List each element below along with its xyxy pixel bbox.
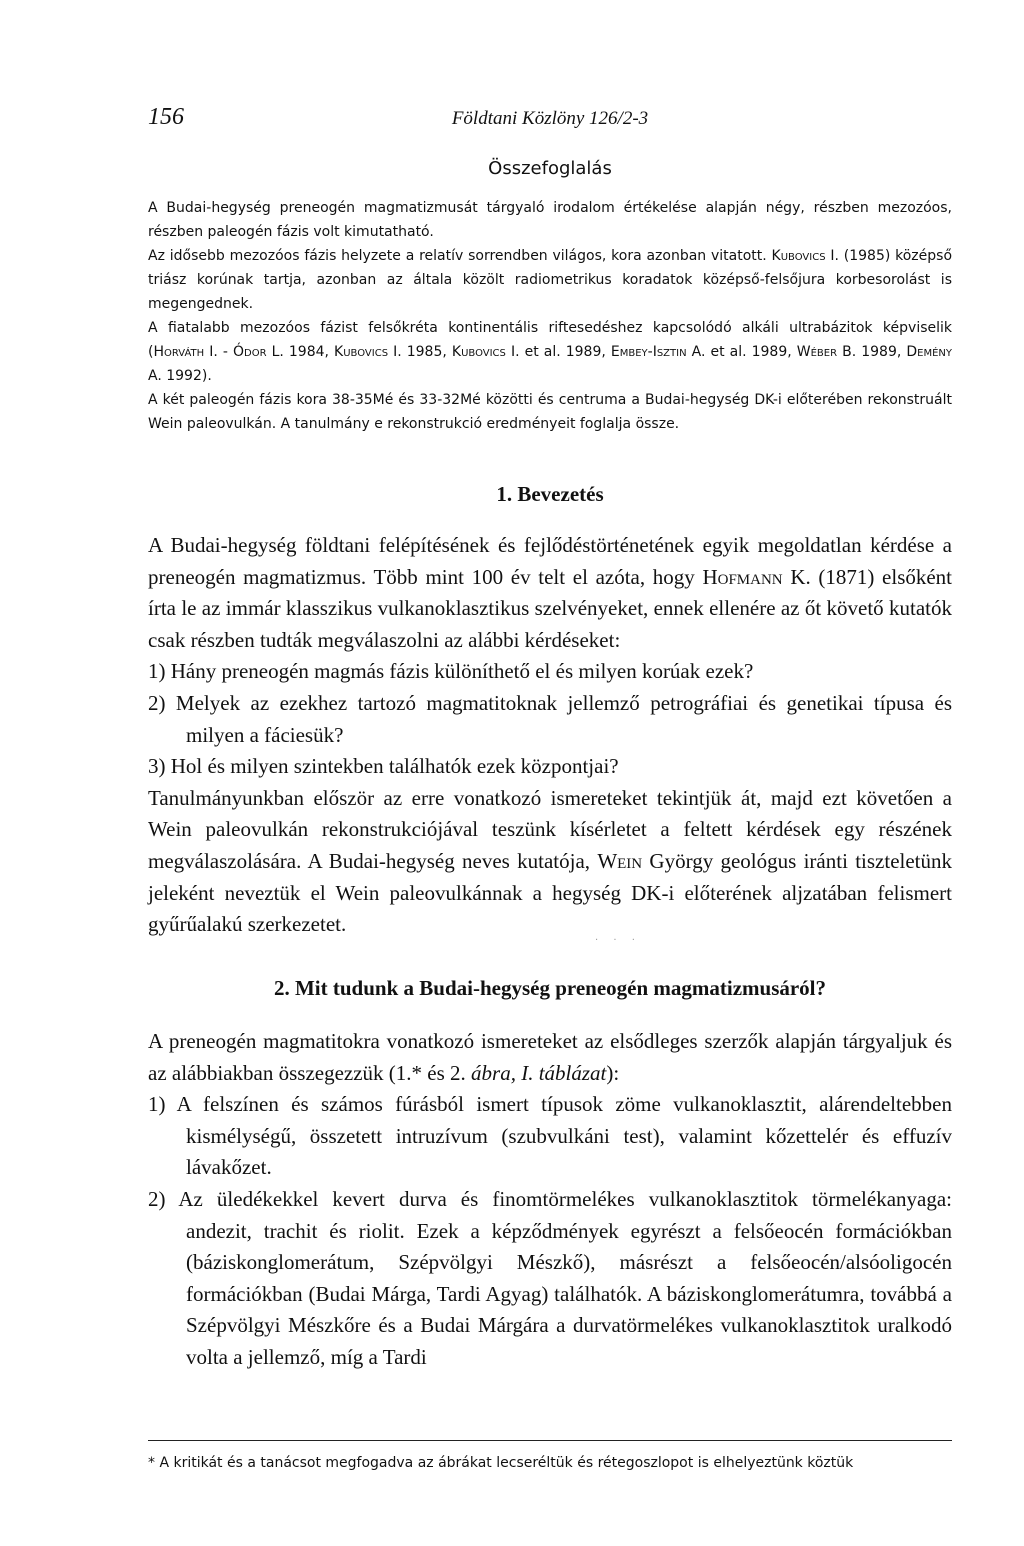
section-title-2: 2. Mit tudunk a Budai-hegység preneogén magmatizmusáról? — [273, 976, 827, 1000]
author-name: Hofmann — [702, 564, 783, 589]
list-item-1: 1) A felszínen és számos fúrásból ismert típusok zöme vulkanoklasztit, alárendeltebben kismélységű, összetett intruzívum (szubvulkáni test), valamint kőzettelér és effuzív lávakőzet. — [148, 1092, 952, 1180]
abstract-title: Összefoglalás — [488, 158, 612, 179]
page-number: 156 — [148, 104, 184, 130]
section-2-body — [148, 1026, 952, 1374]
decorative-dots: · · · — [595, 935, 641, 946]
author-name: Kubovics — [451, 344, 506, 360]
author-name: Kubovics — [771, 248, 826, 264]
section-1-body — [148, 530, 953, 946]
ref-separator: I. 1985, — [388, 344, 452, 360]
list-item-2: 2) Az üledékekkel kevert durva és finomtörmelékes vulkanoklasztitok törmelékanyaga: andezit, trachit és riolit. Ezek a képződmények egyrészt a felsőeocén formációkban (báziskonglomerátum, Szépvölgyi Mészkő), másrészt a felsőeocén/alsóoligocén formációkban (Budai Márga, Tardi Agyag) találhatók. A báziskonglomerátumra, továbbá a Szépvölgyi Mészkőre és a Budai Márgára a durvatörmelékes vulkanoklasztitok uralkodó volta a jellemző, míg a Tardi — [148, 1186, 952, 1369]
ref-separator: I. et al. 1989, — [505, 344, 611, 360]
footnote: * A kritikát és a tanácsot megfogadva az ábrákat lecseréltük és rétegoszlopot is elhelyeztünk köztük — [148, 1455, 854, 1471]
ref-separator: B. 1989, — [837, 344, 907, 360]
paragraph-text: A preneogén magmatitokra vonatkozó ismereteket az elsődleges szerzők alapján tárgyaljuk és az alábbiakban összegezzük (1.* és 2. — [148, 1029, 952, 1085]
abstract-p3-text: A fiatalabb mezozóos fázist felsőkréta kontinentális riftesedéshez kapcsolódó alkáli ultrabázitok képviselik ( — [148, 320, 952, 360]
footnote-divider — [148, 1440, 952, 1441]
author-name: Horváth — [153, 344, 205, 360]
question-3: 3) Hol és milyen szintekben találhatók ezek központjai? — [148, 754, 619, 779]
paragraph-text: K. (1871) elsőként írta le az immár klasszikus vulkanoklasztikus szelvényeket, ennek ellenére az őt követő kutatók csak részben tudták megválaszolni az alábbi kérdéseket: — [148, 564, 953, 652]
ref-separator: A. 1992). — [148, 368, 212, 384]
author-name: Wein — [597, 848, 643, 873]
abstract-paragraph-1: A Budai-hegység preneogén magmatizmusát tárgyaló irodalom értékelése alapján négy, részben mezozóos, részben paleogén fázis volt kimutatható. — [148, 200, 952, 240]
question-2: 2) Melyek az ezekhez tartozó magmatitoknak jellemző petrográfiai és genetikai típusa és milyen a fáciesük? — [148, 690, 952, 747]
ref-separator: I. - — [204, 344, 233, 360]
section-2-paragraph-1 — [148, 1026, 952, 1089]
author-name: Wéber — [796, 344, 838, 360]
author-name: Demény — [906, 344, 952, 360]
author-name: Ódor — [232, 344, 267, 360]
ref-separator: L. 1984, — [266, 344, 335, 360]
figure-reference: ábra, I. táblázat — [471, 1060, 607, 1085]
journal-title: Földtani Közlöny 126/2-3 — [451, 108, 649, 129]
question-1: 1) Hány preneogén magmás fázis különíthető el és milyen korúak ezek? — [148, 659, 754, 684]
section-1-paragraph-1 — [148, 530, 952, 656]
section-title-1: 1. Bevezetés — [496, 482, 604, 506]
paragraph-text: György geológus iránti tiszteletünk jeleként neveztük el Wein paleovulkánnak a hegység DK-i előterének aljzatában felismert gyűrűalakú szerkezetet. — [148, 848, 953, 937]
author-name: Kubovics — [334, 344, 389, 360]
ref-separator: A. et al. 1989, — [686, 344, 797, 360]
abstract-paragraph-4: A két paleogén fázis kora 38-35Mé és 33-32Mé közötti és centruma a Budai-hegység DK-i előterében rekonstruált Wein paleovulkán. A tanulmány e rekonstrukció eredményeit foglalja össze. — [148, 392, 952, 432]
paragraph-text: A Budai-hegység földtani felépítésének és fejlődéstörténetének egyik megoldatlan kérdése a preneogén magmatizmus. Több mint 100 év telt el azóta, hogy — [148, 533, 952, 589]
paragraph-text: ): — [606, 1060, 620, 1085]
abstract-p2-text: I. (1985) középső triász korúnak tartja, azonban az általa közölt radiometrikus koradatok középső-felsőjura korbesorolást is megengednek. — [148, 248, 953, 312]
running-header — [148, 104, 952, 140]
paragraph-text: Tanulmányunkban először az erre vonatkozó ismereteket tekintjük át, majd ezt követően a Wein paleovulkán rekonstrukciójával teszünk kísérletet a feltett kérdések egy részének megválaszolására. A Budai-hegység neves kutatója, — [148, 785, 952, 873]
section-1-paragraph-2 — [148, 783, 953, 946]
abstract-p2-text: Az idősebb mezozóos fázis helyzete a relatív sorrendben világos, kora azonban vitatott. — [148, 248, 767, 264]
author-name: Embey-Isztin — [610, 344, 687, 360]
abstract-paragraph-3 — [148, 316, 952, 388]
abstract — [148, 196, 952, 436]
abstract-paragraph-2 — [148, 244, 952, 316]
